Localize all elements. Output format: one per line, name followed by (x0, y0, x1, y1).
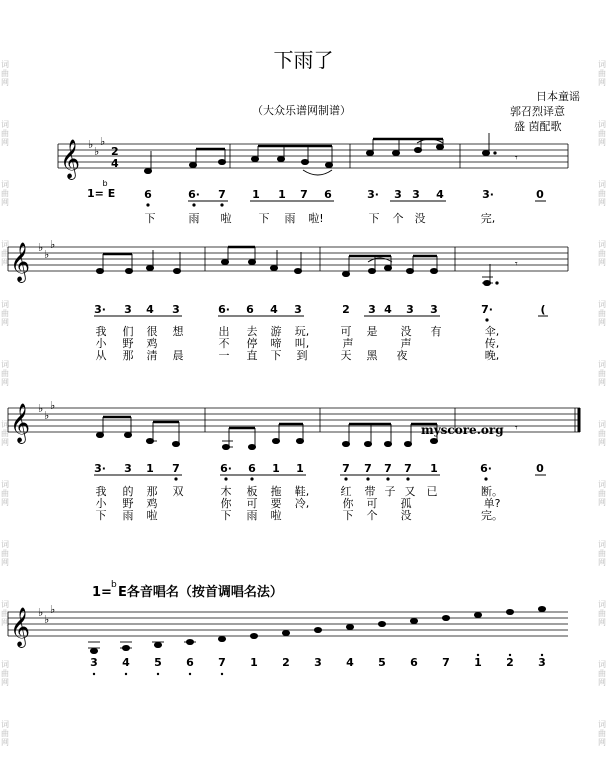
side-watermark-char: 曲 (598, 669, 606, 678)
svg-text:啦: 啦 (220, 212, 232, 225)
lyrics-verse-3 (96, 508, 504, 522)
svg-text:6·: 6· (188, 188, 200, 201)
svg-text:(: ( (540, 303, 546, 316)
side-watermark-char: 词 (1, 420, 9, 429)
key-signature: 1= E (87, 187, 116, 200)
svg-text:b: b (111, 580, 117, 590)
side-watermark-char: 网 (598, 738, 606, 747)
page-title: 下雨了 (273, 48, 334, 72)
svg-text:2: 2 (282, 656, 290, 669)
side-watermark-char: 曲 (598, 429, 606, 438)
side-watermark-char: 曲 (1, 69, 9, 78)
side-watermark-char: 曲 (1, 429, 9, 438)
svg-text:下: 下 (368, 212, 380, 225)
side-watermark-char: 词 (1, 60, 9, 69)
jianpu-row-3-marks (94, 475, 546, 480)
svg-text:1: 1 (474, 656, 482, 669)
svg-text:没: 没 (414, 212, 426, 225)
svg-text:没: 没 (400, 509, 412, 522)
svg-text:1=: 1= (92, 585, 112, 600)
svg-text:7: 7 (384, 462, 392, 475)
svg-text:1: 1 (296, 462, 304, 475)
side-watermark-char: 词 (598, 600, 606, 609)
side-watermark-char: 网 (1, 558, 9, 567)
side-watermark-char: 网 (1, 378, 9, 387)
svg-text:1: 1 (252, 188, 260, 201)
svg-text:3: 3 (368, 303, 376, 316)
treble-clef-icon: 𝄞 (10, 403, 31, 443)
svg-text:6: 6 (246, 303, 254, 316)
svg-text:3·: 3· (94, 303, 106, 316)
svg-text:4: 4 (436, 188, 444, 201)
flat-icon: ♭ (44, 409, 50, 422)
svg-text:那: 那 (122, 349, 134, 362)
side-watermark-char: 网 (1, 258, 9, 267)
svg-text:拖: 拖 (270, 485, 282, 498)
svg-text:一: 一 (218, 349, 230, 362)
svg-text:我: 我 (95, 485, 107, 498)
jianpu-row-2 (94, 303, 545, 316)
svg-text:6: 6 (144, 188, 152, 201)
jianpu-row-1 (87, 179, 544, 201)
time-signature-top: 2 (111, 145, 119, 158)
side-watermark-char: 词 (598, 360, 606, 369)
lyrics-verse-2 (96, 336, 500, 350)
svg-text:4: 4 (122, 656, 130, 669)
lyrics-verse-1 (96, 324, 500, 338)
flat-icon: ♭ (50, 238, 56, 251)
svg-text:7: 7 (300, 188, 308, 201)
svg-text:2: 2 (342, 303, 350, 316)
staff-1 (58, 144, 568, 168)
svg-text:1: 1 (278, 188, 286, 201)
svg-text:7: 7 (218, 188, 226, 201)
svg-text:5: 5 (154, 656, 162, 669)
svg-text:去: 去 (246, 325, 258, 338)
svg-text:6·: 6· (220, 462, 232, 475)
svg-text:下: 下 (144, 212, 156, 225)
svg-text:3·: 3· (94, 462, 106, 475)
flat-icon: ♭ (94, 145, 100, 158)
svg-text:天: 天 (340, 349, 352, 362)
svg-text:7: 7 (342, 462, 350, 475)
svg-text:下: 下 (220, 509, 232, 522)
side-watermark-char: 网 (598, 498, 606, 507)
svg-text:个: 个 (392, 212, 404, 225)
lyrics-row-2 (96, 324, 500, 362)
svg-text:是: 是 (366, 325, 378, 338)
side-watermark-char: 曲 (1, 309, 9, 318)
side-watermark-char: 网 (598, 438, 606, 447)
staff-4-signature (10, 603, 55, 648)
svg-text:3: 3 (314, 656, 322, 669)
side-watermark-char: 词 (598, 180, 606, 189)
svg-text:游: 游 (270, 325, 282, 338)
svg-text:夜: 夜 (396, 349, 408, 362)
flat-icon: ♭ (50, 399, 56, 412)
lyrics-verse-1 (96, 484, 504, 498)
svg-text:啦: 啦 (146, 509, 158, 522)
svg-text:小: 小 (95, 497, 107, 510)
svg-text:停: 停 (246, 337, 258, 350)
svg-text:可: 可 (246, 497, 258, 510)
treble-clef-icon: 𝄞 (60, 139, 81, 179)
jianpu-row-2-marks (94, 316, 548, 321)
side-watermark-char: 词 (1, 120, 9, 129)
svg-text:7·: 7· (481, 303, 493, 316)
eighth-rest-icon: 𝄾 (515, 423, 518, 434)
site-watermark: myscore.org (421, 423, 504, 437)
svg-text:鞋,: 鞋, (294, 485, 310, 498)
svg-text:出: 出 (218, 325, 230, 338)
side-watermark-char: 网 (598, 138, 606, 147)
side-watermark-char: 词 (598, 240, 606, 249)
side-watermark-char: 词 (598, 300, 606, 309)
svg-text:完,: 完, (480, 212, 496, 225)
side-watermark-char: 网 (1, 738, 9, 747)
svg-text:我: 我 (95, 325, 107, 338)
svg-text:子: 子 (384, 485, 396, 498)
flat-icon: ♭ (38, 402, 44, 415)
staff-1-notes (144, 133, 518, 175)
side-watermark-char: 词 (1, 360, 9, 369)
side-watermark-char: 曲 (1, 189, 9, 198)
side-watermark-char: 曲 (598, 729, 606, 738)
side-watermark-char: 网 (598, 78, 606, 87)
side-watermark-char: 网 (598, 378, 606, 387)
svg-text:你: 你 (342, 497, 354, 510)
svg-text:3: 3 (90, 656, 98, 669)
svg-text:木: 木 (220, 485, 232, 498)
staff-1-signature (60, 135, 119, 180)
svg-text:那: 那 (146, 485, 158, 498)
side-watermark-char: 网 (598, 318, 606, 327)
side-watermark-char: 曲 (598, 609, 606, 618)
svg-text:雨: 雨 (284, 212, 296, 225)
svg-text:E各音唱名（按首调唱名法）: E各音唱名（按首调唱名法） (118, 585, 283, 600)
flat-icon: ♭ (38, 241, 44, 254)
svg-text:鸡: 鸡 (146, 337, 158, 350)
svg-text:7: 7 (442, 656, 450, 669)
svg-text:3: 3 (430, 303, 438, 316)
svg-text:到: 到 (296, 349, 308, 362)
svg-text:雨: 雨 (122, 509, 134, 522)
svg-text:雨: 雨 (246, 509, 258, 522)
side-watermark-char: 曲 (1, 729, 9, 738)
side-watermark-char: 词 (1, 180, 9, 189)
svg-text:又: 又 (404, 485, 416, 498)
svg-text:啦!: 啦! (308, 212, 324, 225)
side-watermark-char: 网 (598, 558, 606, 567)
side-watermark-char: 曲 (1, 249, 9, 258)
svg-text:下: 下 (258, 212, 270, 225)
side-watermark-char: 曲 (598, 549, 606, 558)
side-watermark-char: 词 (598, 60, 606, 69)
svg-text:清: 清 (146, 349, 158, 362)
svg-text:孤: 孤 (400, 497, 412, 510)
svg-text:野: 野 (122, 337, 134, 350)
svg-text:2: 2 (506, 656, 514, 669)
side-watermark-char: 词 (598, 120, 606, 129)
scale-jianpu (90, 656, 546, 669)
svg-text:鸡: 鸡 (146, 497, 158, 510)
eighth-rest-icon: 𝄾 (515, 153, 518, 164)
lyrics-verse-3 (96, 348, 500, 362)
svg-text:有: 有 (430, 325, 442, 338)
svg-text:3: 3 (172, 303, 180, 316)
side-watermark-char: 网 (598, 618, 606, 627)
svg-text:要: 要 (270, 497, 282, 510)
lyrics-verse-2 (96, 496, 501, 510)
svg-text:带: 带 (364, 485, 376, 498)
svg-text:4: 4 (384, 303, 392, 316)
svg-text:你: 你 (220, 497, 232, 510)
svg-text:1: 1 (430, 462, 438, 475)
svg-text:玩,: 玩, (294, 325, 310, 338)
side-watermark-char: 网 (1, 498, 9, 507)
side-watermark-char: 词 (1, 720, 9, 729)
svg-text:4: 4 (146, 303, 154, 316)
side-watermark-char: 网 (1, 438, 9, 447)
svg-text:传,: 传, (484, 337, 500, 350)
svg-text:直: 直 (246, 349, 258, 362)
svg-text:3: 3 (406, 303, 414, 316)
svg-text:6: 6 (248, 462, 256, 475)
side-watermark-char: 曲 (1, 369, 9, 378)
side-watermark-char: 词 (598, 720, 606, 729)
side-watermark-char: 词 (598, 420, 606, 429)
svg-text:下: 下 (342, 509, 354, 522)
svg-text:晨: 晨 (172, 349, 184, 362)
svg-text:6: 6 (324, 188, 332, 201)
svg-text:从: 从 (95, 349, 107, 362)
treble-clef-icon: 𝄞 (10, 607, 31, 647)
svg-text:3: 3 (394, 188, 402, 201)
side-watermark-char: 词 (1, 540, 9, 549)
svg-text:1: 1 (250, 656, 258, 669)
side-watermark-char: 词 (1, 300, 9, 309)
side-watermark-char: 曲 (1, 489, 9, 498)
flat-icon: ♭ (44, 613, 50, 626)
side-watermark-char: 曲 (1, 549, 9, 558)
svg-text:下: 下 (270, 349, 282, 362)
svg-text:黑: 黑 (366, 349, 378, 362)
flat-icon: ♭ (88, 138, 94, 151)
side-watermark-char: 网 (1, 138, 9, 147)
svg-text:声: 声 (400, 337, 412, 350)
svg-text:红: 红 (340, 485, 352, 498)
svg-text:3: 3 (538, 656, 546, 669)
time-signature-bottom: 4 (111, 157, 119, 170)
side-watermark-char: 网 (598, 678, 606, 687)
svg-text:可: 可 (340, 325, 352, 338)
jianpu-row-1-marks (147, 201, 546, 206)
staff-2 (8, 247, 568, 271)
svg-text:们: 们 (122, 325, 134, 338)
side-watermark-char: 词 (1, 660, 9, 669)
svg-text:没: 没 (400, 325, 412, 338)
eighth-rest-icon: 𝄾 (515, 259, 518, 270)
svg-text:双: 双 (172, 485, 184, 498)
svg-text:完。: 完。 (481, 509, 503, 522)
svg-text:声: 声 (342, 337, 354, 350)
svg-text:想: 想 (172, 325, 184, 338)
svg-text:4: 4 (346, 656, 354, 669)
treble-clef-icon: 𝄞 (10, 242, 31, 282)
svg-text:啼: 啼 (270, 337, 282, 350)
flat-icon: ♭ (44, 248, 50, 261)
svg-text:很: 很 (146, 325, 158, 338)
svg-text:6·: 6· (218, 303, 230, 316)
side-watermark-char: 网 (1, 618, 9, 627)
side-watermark-char: 曲 (1, 609, 9, 618)
svg-text:断。: 断。 (481, 485, 503, 498)
lyrics-row-3 (96, 484, 504, 522)
svg-text:3: 3 (294, 303, 302, 316)
publisher-note: （大众乐谱网制谱） (252, 104, 351, 117)
side-watermark-char: 曲 (598, 69, 606, 78)
svg-text:3·: 3· (482, 188, 494, 201)
svg-text:4: 4 (270, 303, 278, 316)
svg-text:野: 野 (122, 497, 134, 510)
side-watermark-char: 词 (1, 240, 9, 249)
side-watermark-char: 网 (1, 198, 9, 207)
staff-3-signature (10, 399, 55, 444)
svg-text:啦: 啦 (270, 509, 282, 522)
svg-text:6: 6 (410, 656, 418, 669)
lyrics-row-1 (145, 211, 496, 225)
svg-text:小: 小 (95, 337, 107, 350)
side-watermark-char: 曲 (1, 669, 9, 678)
svg-text:冷,: 冷, (294, 497, 310, 510)
svg-text:已: 已 (426, 485, 438, 498)
side-watermark-char: 词 (1, 600, 9, 609)
svg-text:下: 下 (95, 509, 107, 522)
side-watermark-char: 曲 (598, 309, 606, 318)
scale-heading (92, 580, 283, 600)
svg-text:3·: 3· (367, 188, 379, 201)
svg-text:6: 6 (186, 656, 194, 669)
svg-text:7: 7 (218, 656, 226, 669)
side-watermark-char: 曲 (598, 249, 606, 258)
svg-text:3: 3 (124, 303, 132, 316)
side-watermark-char: 词 (598, 480, 606, 489)
side-watermark-char: 曲 (598, 489, 606, 498)
svg-text:雨: 雨 (188, 212, 200, 225)
svg-text:晚,: 晚, (484, 349, 500, 362)
svg-text:7: 7 (172, 462, 180, 475)
side-watermark-char: 网 (1, 318, 9, 327)
svg-text:单?: 单? (483, 497, 501, 510)
svg-text:可: 可 (366, 497, 378, 510)
flat-icon: ♭ (100, 135, 106, 148)
credit-origin: 日本童谣 (536, 90, 580, 103)
svg-text:5: 5 (378, 656, 386, 669)
svg-text:1: 1 (146, 462, 154, 475)
svg-text:7: 7 (404, 462, 412, 475)
svg-text:不: 不 (218, 337, 230, 350)
flat-icon: ♭ (50, 603, 56, 616)
svg-text:板: 板 (246, 485, 258, 498)
side-watermark-char: 曲 (598, 129, 606, 138)
side-watermark-char: 网 (1, 78, 9, 87)
side-watermark-char: 网 (1, 678, 9, 687)
svg-text:0: 0 (536, 188, 544, 201)
side-watermark-char: 词 (598, 660, 606, 669)
svg-text:的: 的 (122, 485, 134, 498)
staff-2-signature (10, 238, 55, 283)
side-watermark-char: 曲 (1, 129, 9, 138)
svg-text:6·: 6· (480, 462, 492, 475)
svg-text:7: 7 (364, 462, 372, 475)
svg-text:0: 0 (536, 462, 544, 475)
svg-text:伞,: 伞, (484, 325, 500, 338)
side-watermark-char: 网 (598, 198, 606, 207)
svg-text:叫,: 叫, (294, 337, 310, 350)
side-watermark-char: 词 (1, 480, 9, 489)
svg-text:1: 1 (272, 462, 280, 475)
side-watermark-char: 曲 (598, 189, 606, 198)
credit-translator: 郭召烈译意 (510, 105, 565, 118)
key-flat: b (102, 179, 108, 188)
credit-arranger: 盛 茵配歌 (514, 120, 562, 133)
svg-text:3: 3 (124, 462, 132, 475)
flat-icon: ♭ (38, 606, 44, 619)
svg-text:个: 个 (366, 509, 378, 522)
side-watermark-char: 词 (598, 540, 606, 549)
side-watermark-char: 网 (598, 258, 606, 267)
side-watermark-char: 曲 (598, 369, 606, 378)
jianpu-row-3 (94, 462, 544, 475)
svg-text:3: 3 (412, 188, 420, 201)
